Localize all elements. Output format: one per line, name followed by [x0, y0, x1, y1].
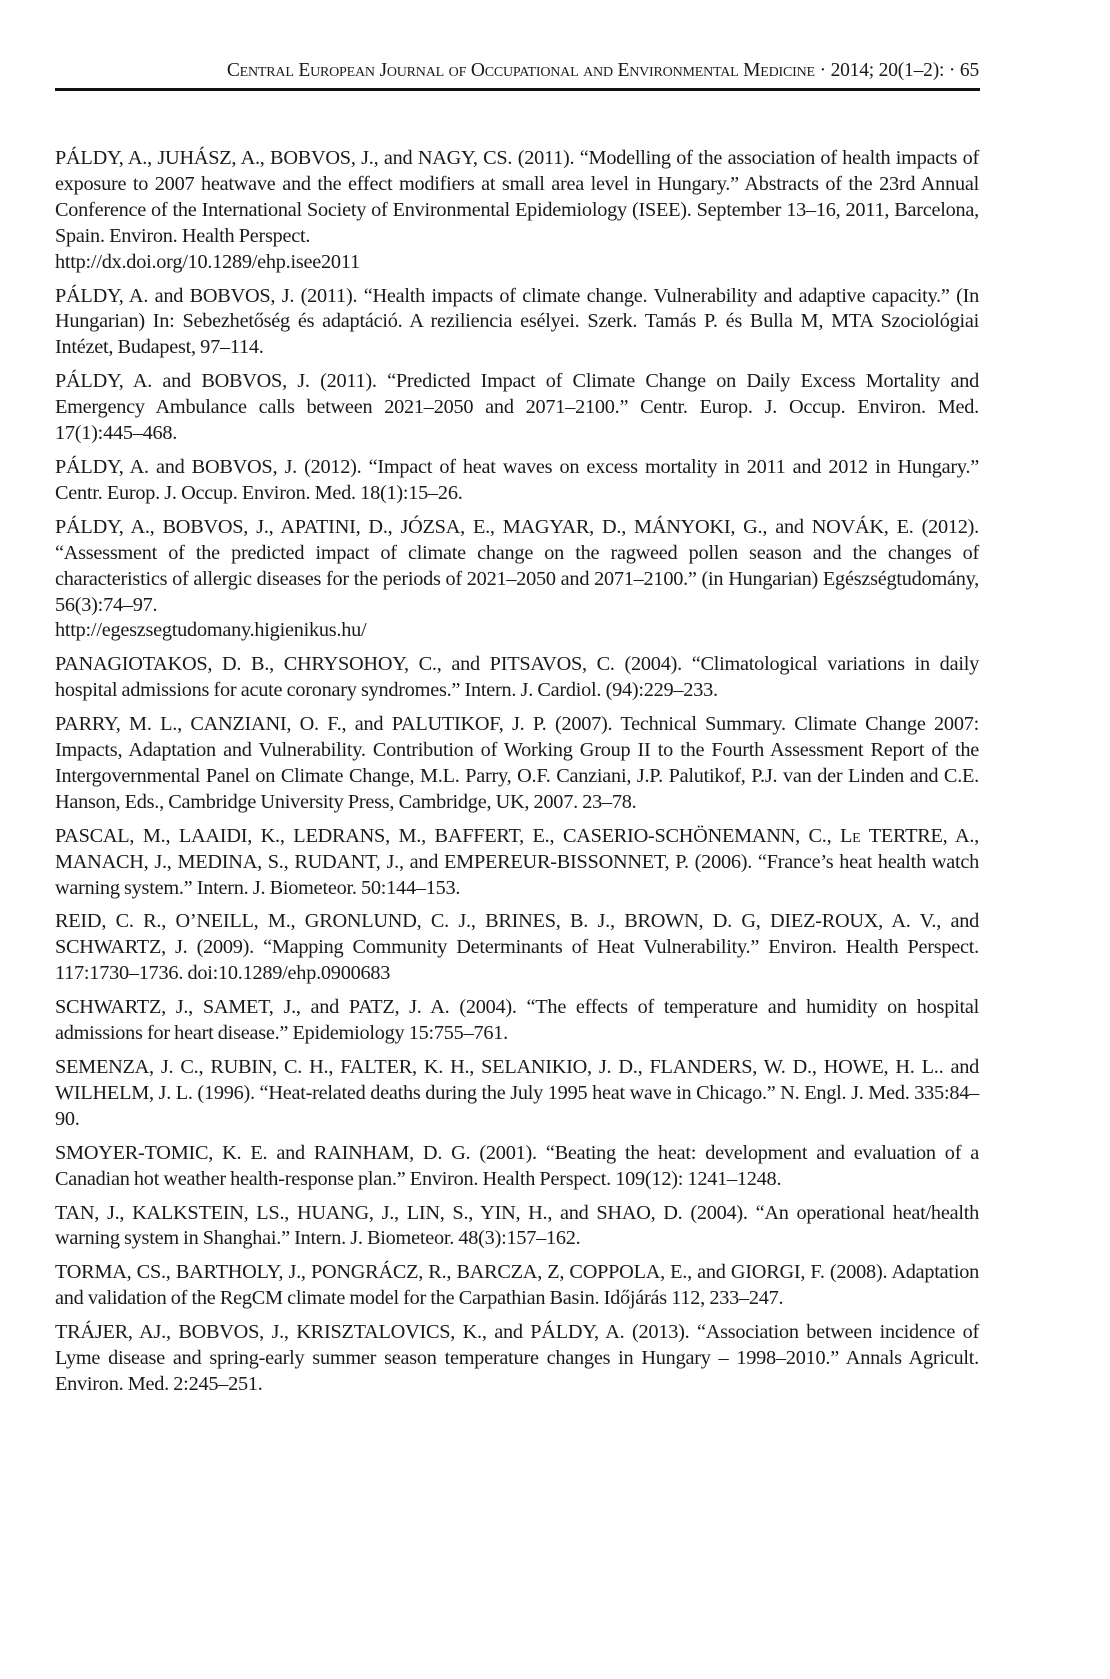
reference-text: PÁLDY, A. and BOBVOS, J. (2011). “Health impacts of climate change. Vulnerability and adaptive capacity.” (In Hungarian) In: Sebezhetőség és adaptáció. A reziliencia esélyei. Szerk. Tamás P. és Bulla M, MTA Szociológiai Intézet, Budapest, 97–114. — [55, 284, 979, 359]
reference-text: REID, C. R., O’NEILL, M., GRONLUND, C. J., BRINES, B. J., BROWN, D. G, DIEZ-ROUX, A. V., and SCHWARTZ, J. (2009). “Mapping Community Determinants of Heat Vulnerability.” Environ. Health Perspect. 117:1730–1736. doi:10.1289/ehp.0900683 — [55, 910, 979, 985]
reference-list — [55, 146, 979, 1406]
reference-text: PARRY, M. L., CANZIANI, O. F., and PALUTIKOF, J. P. (2007). Technical Summary. Climate Change 2007: Impacts, Adaptation and Vulnerability. Contribution of Working Group II to the Fourth Assessment Report of the Intergovernmental Panel on Climate Change, M.L. Parry, O.F. Canziani, J.P. Palutikof, P.J. van der Linden and C.E. Hanson, Eds., Cambridge University Press, Cambridge, UK, 2007. 23–78. — [55, 713, 979, 813]
reference-url[interactable]: http://dx.doi.org/10.1289/ehp.isee2011 — [55, 250, 360, 273]
reference-url[interactable]: http://egeszsegtudomany.higienikus.hu/ — [55, 619, 367, 642]
separator: · — [948, 60, 956, 81]
reference-item — [55, 1320, 979, 1398]
journal-title: Central European Journal of Occupational and Environmental Medicine — [226, 60, 815, 81]
reference-text: PASCAL, M., LAAIDI, K., LEDRANS, M., BAFFERT, E., CASERIO-SCHÖNEMANN, C., — [55, 824, 841, 847]
running-header — [90, 60, 979, 82]
reference-item — [55, 824, 979, 902]
page-number: 65 — [959, 60, 979, 81]
reference-text: TORMA, CS., BARTHOLY, J., PONGRÁCZ, R., BARCZA, Z, COPPOLA, E., and GIORGI, F. (2008). Adaptation and validation of the RegCM climate model for the Carpathian Basin. Időjárás 112, 233–247. — [55, 1261, 979, 1310]
reference-text: TAN, J., KALKSTEIN, LS., HUANG, J., LIN, S., YIN, H., and SHAO, D. (2004). “An operational heat/health warning system in Shanghai.” Intern. J. Biometeor. 48(3):157–162. — [55, 1201, 979, 1250]
reference-item — [55, 455, 979, 507]
volume-citation: 2014; 20(1–2): — [830, 60, 945, 81]
reference-text: PÁLDY, A. and BOBVOS, J. (2011). “Predicted Impact of Climate Change on Daily Excess Mortality and Emergency Ambulance calls between 2021–2050 and 2071–2100.” Centr. Europ. J. Occup. Environ. Med. 17(1):445–468. — [55, 370, 979, 445]
reference-item — [55, 652, 979, 704]
reference-text: PÁLDY, A. and BOBVOS, J. (2012). “Impact of heat waves on excess mortality in 2011 and 2012 in Hungary.” Centr. Europ. J. Occup. Environ. Med. 18(1):15–26. — [55, 455, 979, 504]
reference-item — [55, 1201, 979, 1253]
header-rule — [55, 88, 980, 91]
reference-item — [55, 369, 979, 447]
reference-item — [55, 995, 979, 1047]
separator: · — [819, 60, 826, 81]
reference-item — [55, 712, 979, 816]
reference-text: SMOYER-TOMIC, K. E. and RAINHAM, D. G. (2001). “Beating the heat: development and evaluation of a Canadian hot weather health-response plan.” Environ. Health Perspect. 109(12): 1241–1248. — [55, 1141, 979, 1190]
reference-text: SEMENZA, J. C., RUBIN, C. H., FALTER, K. H., SELANIKIO, J. D., FLANDERS, W. D., HOWE, H. L.. and WILHELM, J. L. (1996). “Heat-related deaths during the July 1995 heat wave in Chicago.” N. Engl. J. Med. 335:84–90. — [55, 1056, 979, 1130]
reference-text: TRÁJER, AJ., BOBVOS, J., KRISZTALOVICS, K., and PÁLDY, A. (2013). “Association between incidence of Lyme disease and spring-early summer season temperature changes in Hungary – 1998–2010.” Annals Agricult. Environ. Med. 2:245–251. — [55, 1321, 979, 1395]
reference-text: TERTRE, A., MANACH, J., MEDINA, S., RUDANT, J., and EMPEREUR-BISSONNET, P. (2006). “France’s heat health watch warning system.” Intern. J. Biometeor. 50:144–153. — [55, 824, 979, 899]
reference-text: PÁLDY, A., BOBVOS, J., APATINI, D., JÓZSA, E., MAGYAR, D., MÁNYOKI, G., and NOVÁK, E. (2012). “Assessment of the predicted impact of climate change on the ragweed pollen season and the changes of characteristics of allergic diseases for the periods of 2021–2050 and 2071–2100.” (in Hungarian) Egészségtudomány, 56(3):74–97. — [55, 515, 979, 616]
reference-item — [55, 284, 979, 362]
reference-text: SCHWARTZ, J., SAMET, J., and PATZ, J. A. (2004). “The effects of temperature and humidity on hospital admissions for heart disease.” Epidemiology 15:755–761. — [55, 996, 979, 1045]
reference-item — [55, 1055, 979, 1133]
reference-item — [55, 1141, 979, 1193]
reference-item — [55, 1260, 979, 1312]
reference-text: PANAGIOTAKOS, D. B., CHRYSOHOY, C., and PITSAVOS, C. (2004). “Climatological variations in daily hospital admissions for acute coronary syndromes.” Intern. J. Cardiol. (94):229–233. — [55, 653, 979, 702]
reference-item — [55, 909, 979, 987]
reference-item — [55, 146, 979, 276]
reference-item — [55, 515, 979, 645]
reference-text: PÁLDY, A., JUHÁSZ, A., BOBVOS, J., and NAGY, CS. (2011). “Modelling of the association of health impacts of exposure to 2007 heatwave and the effect modifiers at small area level in Hungary.” Abstracts of the 23rd Annual Conference of the International Society of Environmental Epidemiology (ISEE). September 13–16, 2011, Barcelona, Spain. Environ. Health Perspect. — [55, 147, 979, 247]
reference-smallcaps: Le — [840, 824, 861, 847]
